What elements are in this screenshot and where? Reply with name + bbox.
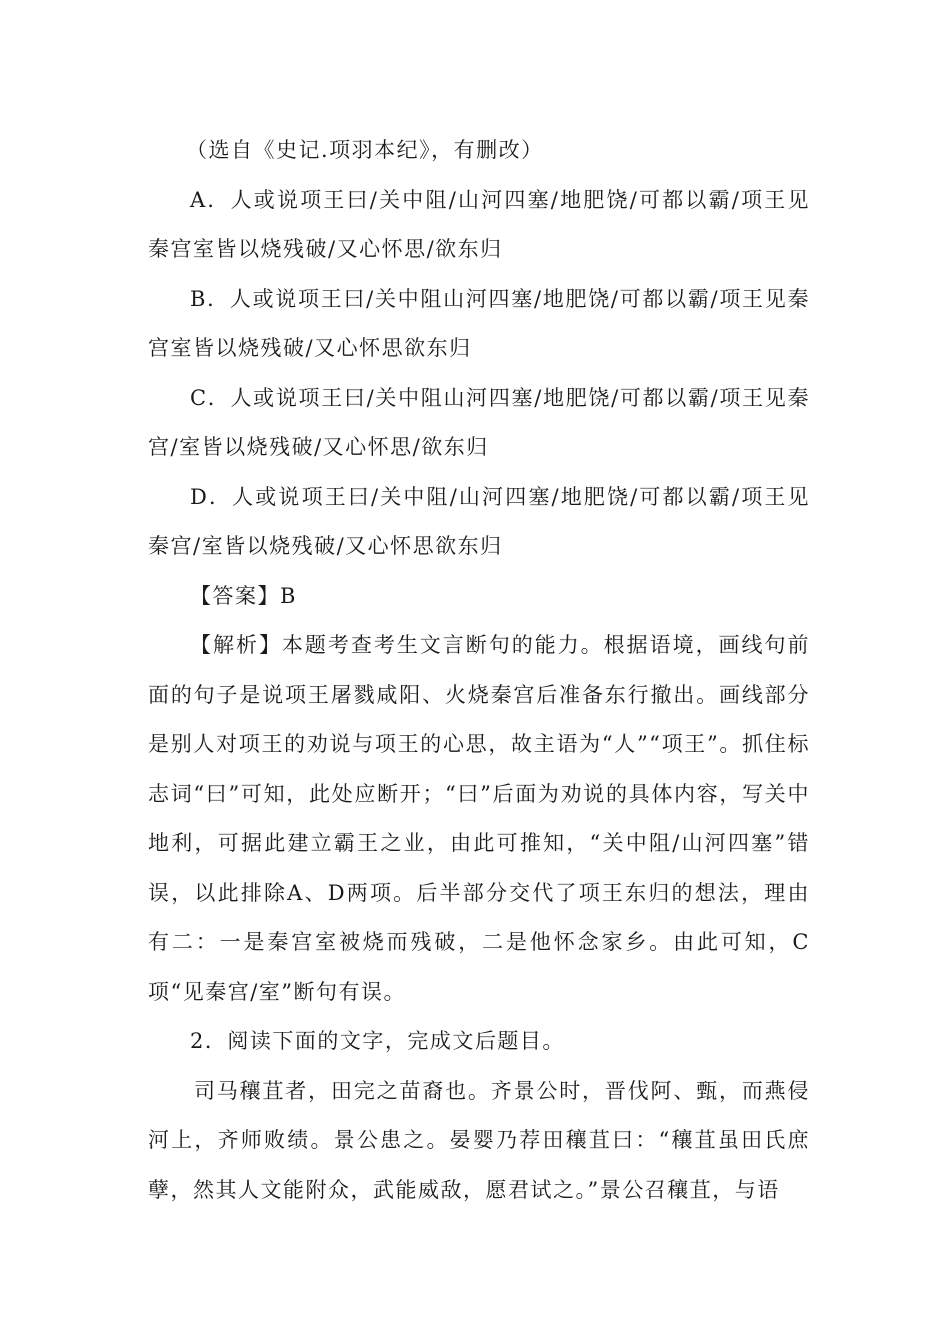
- option-b: [148, 275, 810, 374]
- option-b-text: 人或说项王曰/关中阻山河四塞/地肥饶/可都以霸/项王见秦宫室皆以烧残破/又心怀思欲东归: [148, 286, 810, 360]
- option-a-label: A．: [190, 187, 231, 212]
- passage-text: 司马穰苴者，田完之苗裔也。齐景公时，晋伐阿、甄，而燕侵河上，齐师败绩。景公患之。晏婴乃荐田穰苴曰：“穰苴虽田氏庶孽，然其人文能附众，武能威敌，愿君试之。”景公召穰苴，与语: [148, 1078, 810, 1202]
- option-d-text: 人或说项王曰/关中阻/山河四塞/地肥饶/可都以霸/项王见秦宫/室皆以烧残破/又心怀思欲东归: [148, 484, 811, 558]
- answer: 【答案】B: [190, 583, 297, 608]
- option-d-label: D．: [190, 484, 233, 509]
- option-c-text: 人或说项王曰/关中阻山河四塞/地肥饶/可都以霸/项王见秦宫/室皆以烧残破/又心怀思/欲东归: [148, 385, 810, 459]
- option-c: [148, 374, 810, 473]
- option-c-label: C．: [190, 385, 231, 410]
- question-2-prompt: 2．阅读下面的文字，完成文后题目。: [190, 1029, 565, 1053]
- option-d: [148, 473, 810, 572]
- option-a-text: 人或说项王曰/关中阻/山河四塞/地肥饶/可都以霸/项王见秦宫室皆以烧残破/又心怀思/欲东归: [148, 187, 810, 261]
- source-note: （选自《史记.项羽本纪》，有删改）: [186, 138, 544, 162]
- option-b-label: B．: [190, 286, 230, 311]
- analysis: 【解析】本题考查考生文言断句的能力。根据语境，画线句前面的句子是说项王屠戮咸阳、火烧秦宫后准备东行撤出。画线部分是别人对项王的劝说与项王的心思，故主语为“人”“项王”。抓住标志词“曰”可知，此处应断开；“曰”后面为劝说的具体内容，写关中地利，可据此建立霸王之业，由此可推知，“关中阻/山河四塞”错误，以此排除A、D两项。后半部分交代了项王东归的想法，理由有二：一是秦宫室被烧而残破，二是他怀念家乡。由此可知，C项“见秦宫/室”断句有误。: [148, 633, 810, 1004]
- document-page: [148, 126, 810, 1215]
- option-a: [148, 176, 810, 275]
